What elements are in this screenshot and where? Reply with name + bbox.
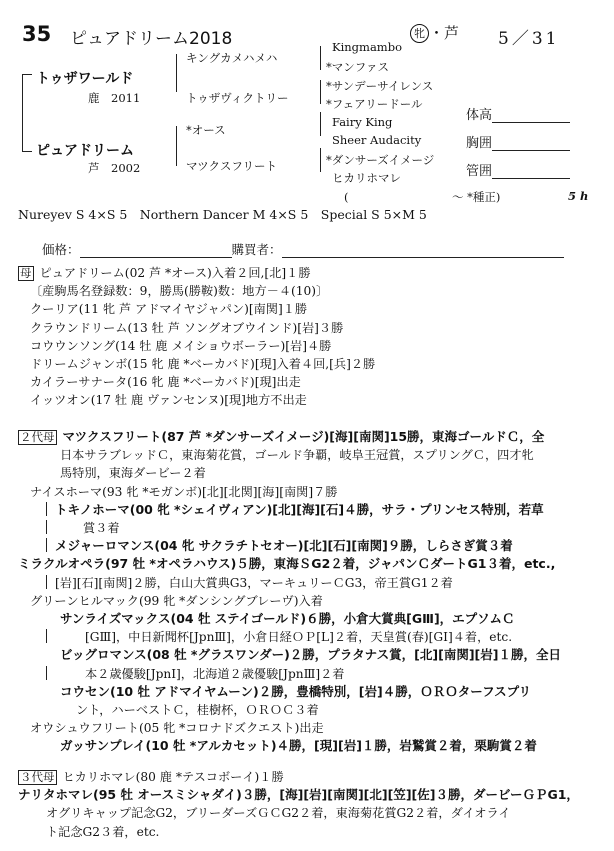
g3-ancestor: *サンデーサイレンス xyxy=(326,79,434,93)
buyer-field[interactable] xyxy=(282,243,564,258)
inbreeding-line: Nureyev S 4×S 5 Northern Dancer M 4×S 5 Special S 5×M 5 xyxy=(18,207,427,222)
list-item: 賞３着 xyxy=(18,519,598,537)
dam-dam: マツクスフリート xyxy=(186,159,277,173)
third-dam-section xyxy=(18,768,598,841)
list-item: ２代母 マツクスフリート(87 芦 *ダンサーズイメージ)[海][南関]15勝，東海ゴールドＣ，全 xyxy=(20,429,545,444)
price-label: 価格： xyxy=(42,242,80,257)
buyer-label: 購買者： xyxy=(231,242,282,257)
list-item: [岩][石][南関]２勝，白山大賞典G3，マーキュリーＣG3，帝王賞G1２着 xyxy=(18,574,598,592)
list-item: ト記念G2３着，etc. xyxy=(46,824,160,839)
list-item: イッツオン(17 牡 鹿 ヴァンセンヌ)[現]地方不出走 xyxy=(30,393,307,408)
list-item: コウセン(10 牡 アドマイヤムーン)２勝，豊橋特別，[岩]４勝，ＯＲＯターフスプリ xyxy=(60,683,532,699)
lot-number: 35 xyxy=(22,22,52,46)
list-item: グリーンヒルマック(99 牝 *ダンシングブレーヴ)入着 xyxy=(30,593,323,608)
list-item: 〔産駒馬名登録数：9，勝馬(勝鞍)数：地方－４(10)〕 xyxy=(30,284,329,299)
horse-title: ピュアドリーム2018 xyxy=(70,29,233,49)
sex-coat xyxy=(410,22,459,43)
sire-dam: トゥザヴィクトリー xyxy=(186,91,289,105)
list-item: [GⅢ]，中日新聞杯[JpnⅢ]，小倉日経ＯＰ[L]２着，天皇賞(春)[GⅠ]４着，etc. xyxy=(18,628,598,646)
list-item: ナイスホーマ(93 牝 *モガンボ)[北][北関][海][南関]７勝 xyxy=(30,484,338,499)
list-item: ビッグロマンス(08 牡 *グラスワンダー)２勝，プラタナス賞，[北][南関][岩]１勝，全日 xyxy=(60,647,561,663)
stud-bracket-note: ( ～ *種正) xyxy=(344,190,501,204)
list-item: ナリタホマレ(95 牡 オースミシャダイ)３勝，[海][岩][南関][北][笠][佐]３勝，ダービーＧＰG1， xyxy=(18,787,579,803)
cannon-field[interactable] xyxy=(466,160,570,179)
list-item: ３代母 ヒカリホマレ(80 鹿 *テスコボーイ)１勝 xyxy=(20,770,284,784)
list-item: 本２歳優駿[JpnⅠ]，北海道２歳優駿[JpnⅢ]２着 xyxy=(18,665,598,683)
list-item: ミラクルオペラ(97 牡 *オペラハウス)５勝，東海ＳG2２着，ジャパンＣダートG1３着，etc., xyxy=(18,556,556,572)
list-item: オグリキャップ記念G2，ブリーダーズＧＣG2２着，東海菊花賞G2２着，ダイオライ xyxy=(46,806,511,821)
dam-section xyxy=(18,264,598,410)
g3-ancestor: *ダンサーズイメージ xyxy=(326,153,435,167)
sire-name: トゥザワールド xyxy=(36,71,134,87)
dam-name: ピュアドリーム xyxy=(36,143,134,159)
list-item: 母 ピュアドリーム(02 芦 *オース)入着２回,[北]１勝 xyxy=(20,266,311,280)
price-buyer-row xyxy=(42,240,564,258)
list-item: オウシュウフリート(05 牝 *コロナドズクエスト)出走 xyxy=(30,721,324,736)
g3-ancestor: Sheer Audacity xyxy=(332,133,422,147)
g3-ancestor: ヒカリホマレ xyxy=(332,171,401,185)
list-item: カイラーサナータ(16 牝 鹿 *ベーカバド)[現]出走 xyxy=(30,375,301,390)
section-tag: ３代母 xyxy=(20,770,55,784)
dam-sire: *オース xyxy=(186,123,226,137)
cannon-label: 管囲 xyxy=(466,164,493,179)
list-item: ガッサンプレイ(10 牡 *アルカセット)４勝，[現][岩]１勝，岩鷲賞２着，栗駒賞２着 xyxy=(60,738,537,754)
section-tag: ２代母 xyxy=(20,430,55,444)
chest-field[interactable] xyxy=(466,132,570,151)
price-field[interactable] xyxy=(80,243,232,258)
second-dam-section xyxy=(18,428,598,756)
list-item: メジャーロマンス(04 牝 サクラチトセオー)[北][石][南関]９勝，しらさぎ賞３着 xyxy=(18,537,598,555)
list-item: 日本サラブレッドＣ，東海菊花賞，ゴールド争覇，岐阜王冠賞，スプリングＣ，四才牝 xyxy=(60,448,534,463)
g3-ancestor: Kingmambo xyxy=(332,40,402,54)
sire-sire: キングカメハメハ xyxy=(186,51,278,65)
list-item: ント，ハーベストＣ，桂樹杯，ＯＲＯＣ３着 xyxy=(76,703,319,718)
g3-ancestor: *フェアリードール xyxy=(326,97,423,111)
sire-coat-year: 鹿 2011 xyxy=(88,91,141,105)
weeks-mark: 5 h xyxy=(568,189,589,203)
chest-label: 胸囲 xyxy=(466,136,493,151)
height-field[interactable] xyxy=(466,104,570,123)
coat-label: ・芦 xyxy=(429,24,460,42)
height-label: 体高 xyxy=(466,108,493,123)
dam-coat-year: 芦 2002 xyxy=(88,161,141,175)
list-item: 馬特別，東海ダービー２着 xyxy=(60,466,206,481)
g3-ancestor: Fairy King xyxy=(332,115,393,129)
list-item: トキノホーマ(00 牝 *シェイヴィアン)[北][海][石]４勝，サラ・プリンセス特別，若草 xyxy=(18,501,598,519)
list-item: クラウンドリーム(13 牡 芦 ソングオブウインド)[岩]３勝 xyxy=(30,320,344,335)
g3-ancestor: *マンファス xyxy=(326,60,390,74)
list-item: クーリア(11 牝 芦 アドマイヤジャパン)[南関]１勝 xyxy=(30,302,308,317)
list-item: コウウンソング(14 牡 鹿 メイショウボーラー)[岩]４勝 xyxy=(30,338,332,353)
birth-date: 5／31 xyxy=(498,29,560,49)
section-tag: 母 xyxy=(20,266,32,280)
list-item: サンライズマックス(04 牡 ステイゴールド)６勝，小倉大賞典[GⅢ]，エプソムＣ xyxy=(60,611,515,627)
list-item: ドリームジャンボ(15 牝 鹿 *ベーカバド)[現]入着４回,[兵]２勝 xyxy=(30,357,376,372)
sex-mark: 牝 xyxy=(410,24,429,43)
